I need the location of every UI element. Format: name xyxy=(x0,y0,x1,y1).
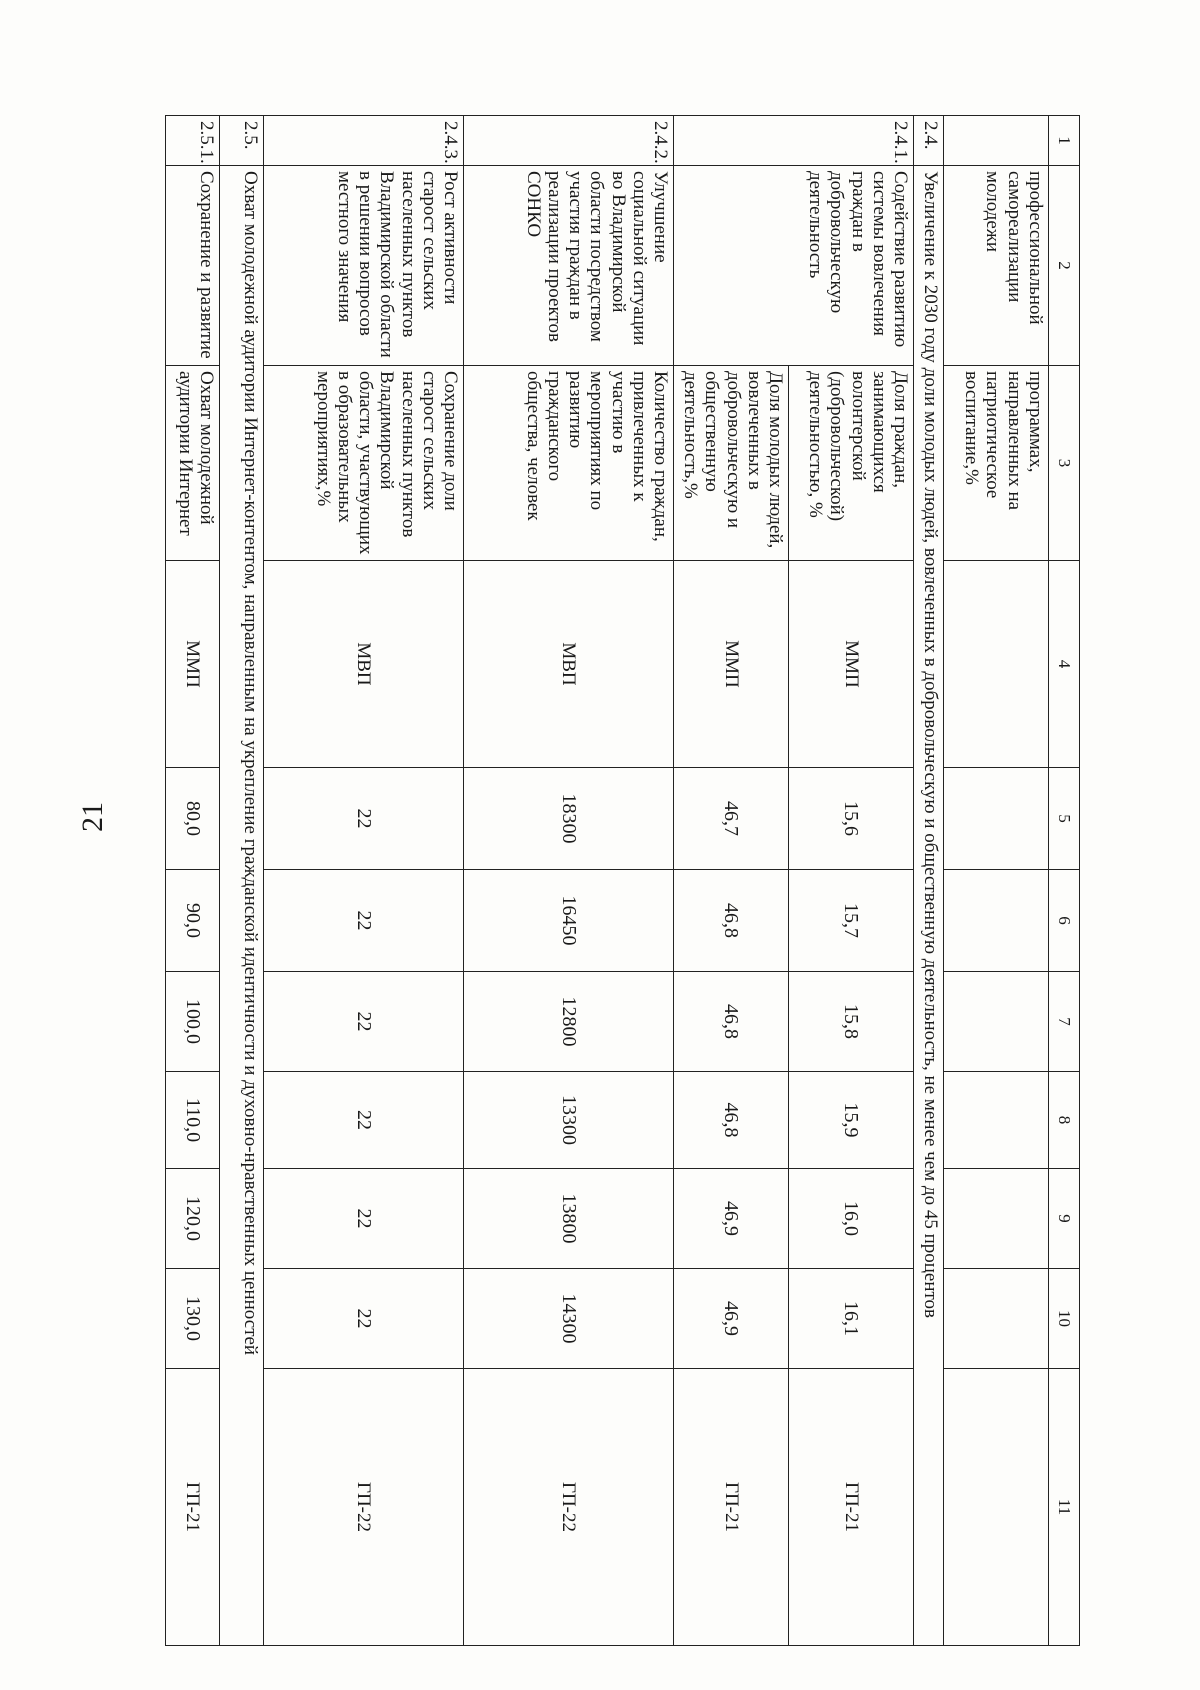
cell-empty xyxy=(944,1072,1049,1169)
cell-value: 22 xyxy=(264,1169,464,1269)
cell-value: 46,7 xyxy=(674,768,789,870)
cell-program: ГП-22 xyxy=(264,1369,464,1646)
cell-program: ГП-21 xyxy=(674,1369,789,1646)
cell-indicator: Количество граждан, привлеченных к участию в мероприятиях по развитию гражданского общества, человек xyxy=(464,366,674,561)
cell-empty xyxy=(944,1369,1049,1646)
cell-value: 15,7 xyxy=(789,870,914,972)
section-title: Охват молодежной аудитории Интернет-контентом, направленным на укрепление гражданской идентичности и духовно-нравственных ценностей xyxy=(220,166,264,1646)
cell-num: 2.4.1. xyxy=(674,116,914,166)
cell-value: 15,9 xyxy=(789,1072,914,1169)
cell-num: 2.4.2. xyxy=(464,116,674,166)
column-header: 9 xyxy=(1049,1169,1080,1269)
column-header: 1 xyxy=(1049,116,1080,166)
column-header: 5 xyxy=(1049,768,1080,870)
column-header: 6 xyxy=(1049,870,1080,972)
cell-indicator: программах, направленных на патриотическое воспитание,% xyxy=(944,366,1049,561)
cell-value: 18300 xyxy=(464,768,674,870)
indicators-table xyxy=(165,115,1080,1646)
cell-responsible: ММП xyxy=(674,561,789,768)
cell-value: 100,0 xyxy=(166,972,220,1072)
table-row xyxy=(789,116,914,1646)
cell-empty xyxy=(944,561,1049,768)
cell-value: 90,0 xyxy=(166,870,220,972)
column-header: 2 xyxy=(1049,166,1080,366)
cell-value: 22 xyxy=(264,870,464,972)
cell-value: 46,9 xyxy=(674,1169,789,1269)
cell-empty xyxy=(944,1269,1049,1369)
column-header: 10 xyxy=(1049,1269,1080,1369)
cell-value: 130,0 xyxy=(166,1269,220,1369)
cell-value: 80,0 xyxy=(166,768,220,870)
cell-value: 13800 xyxy=(464,1169,674,1269)
cell-task: Рост активности старост сельских населенных пунктов Владимирской области в решении вопросов местного значения xyxy=(264,166,464,366)
section-num: 2.5. xyxy=(220,116,264,166)
section-row xyxy=(220,116,264,1646)
section-num: 2.4. xyxy=(914,116,944,166)
rotated-table-wrapper xyxy=(165,115,1080,1645)
cell-task: Содействие развитию системы вовлечения граждан в добровольческую деятельность xyxy=(674,166,914,366)
cell-value: 16450 xyxy=(464,870,674,972)
cell-program: ГП-22 xyxy=(464,1369,674,1646)
cell-program: ГП-21 xyxy=(789,1369,914,1646)
cell-value: 15,8 xyxy=(789,972,914,1072)
cell-responsible: МВП xyxy=(464,561,674,768)
cell-task: профессиональной самореализации молодежи xyxy=(944,166,1049,366)
cell-value: 22 xyxy=(264,1072,464,1169)
cell-indicator: Охват молодежной аудитории Интернет xyxy=(166,366,220,561)
cell-value: 22 xyxy=(264,1269,464,1369)
column-header: 8 xyxy=(1049,1072,1080,1169)
cell-indicator: Сохранение доли старост сельских населенных пунктов Владимирской области, участвующих в образовательных мероприятиях,% xyxy=(264,366,464,561)
cell-value: 46,9 xyxy=(674,1269,789,1369)
cell-num: 2.5.1. xyxy=(166,116,220,166)
cell-indicator: Доля граждан, занимающихся волонтерской (добровольческой) деятельностью, % xyxy=(789,366,914,561)
cell-indicator: Доля молодых людей, вовлеченных в добровольческую и общественную деятельность,% xyxy=(674,366,789,561)
cell-value: 46,8 xyxy=(674,1072,789,1169)
cell-value: 120,0 xyxy=(166,1169,220,1269)
column-number-row xyxy=(1049,116,1080,1646)
cell-task: Сохранение и развитие xyxy=(166,166,220,366)
cell-empty xyxy=(944,1169,1049,1269)
cell-responsible: МВП xyxy=(264,561,464,768)
cell-responsible: ММП xyxy=(166,561,220,768)
column-header: 4 xyxy=(1049,561,1080,768)
cell-value: 12800 xyxy=(464,972,674,1072)
column-header: 11 xyxy=(1049,1369,1080,1646)
cell-empty xyxy=(944,870,1049,972)
table-row xyxy=(464,116,674,1646)
cell-responsible: ММП xyxy=(789,561,914,768)
cell-value: 22 xyxy=(264,972,464,1072)
cell-task: Улучшение социальной ситуации во Владимирской области посредством участия граждан в реализации проектов СОНКО xyxy=(464,166,674,366)
continuation-row xyxy=(944,116,1049,1646)
cell-value: 15,6 xyxy=(789,768,914,870)
cell-value: 16,0 xyxy=(789,1169,914,1269)
section-title: Увеличение к 2030 году доли молодых людей, вовлеченных в добровольческую и общественную деятельность, не менее чем до 45 процентов xyxy=(914,166,944,1646)
cell-program: ГП-21 xyxy=(166,1369,220,1646)
column-header: 3 xyxy=(1049,366,1080,561)
cell-num xyxy=(944,116,1049,166)
cell-value: 14300 xyxy=(464,1269,674,1369)
cell-empty xyxy=(944,768,1049,870)
cell-value: 22 xyxy=(264,768,464,870)
table-row xyxy=(264,116,464,1646)
cell-value: 46,8 xyxy=(674,870,789,972)
cell-empty xyxy=(944,972,1049,1072)
cell-value: 13300 xyxy=(464,1072,674,1169)
table-row xyxy=(166,116,220,1646)
section-row xyxy=(914,116,944,1646)
cell-value: 16,1 xyxy=(789,1269,914,1369)
cell-num: 2.4.3. xyxy=(264,116,464,166)
column-header: 7 xyxy=(1049,972,1080,1072)
page-number: 21 xyxy=(76,802,109,832)
cell-value: 110,0 xyxy=(166,1072,220,1169)
cell-value: 46,8 xyxy=(674,972,789,1072)
